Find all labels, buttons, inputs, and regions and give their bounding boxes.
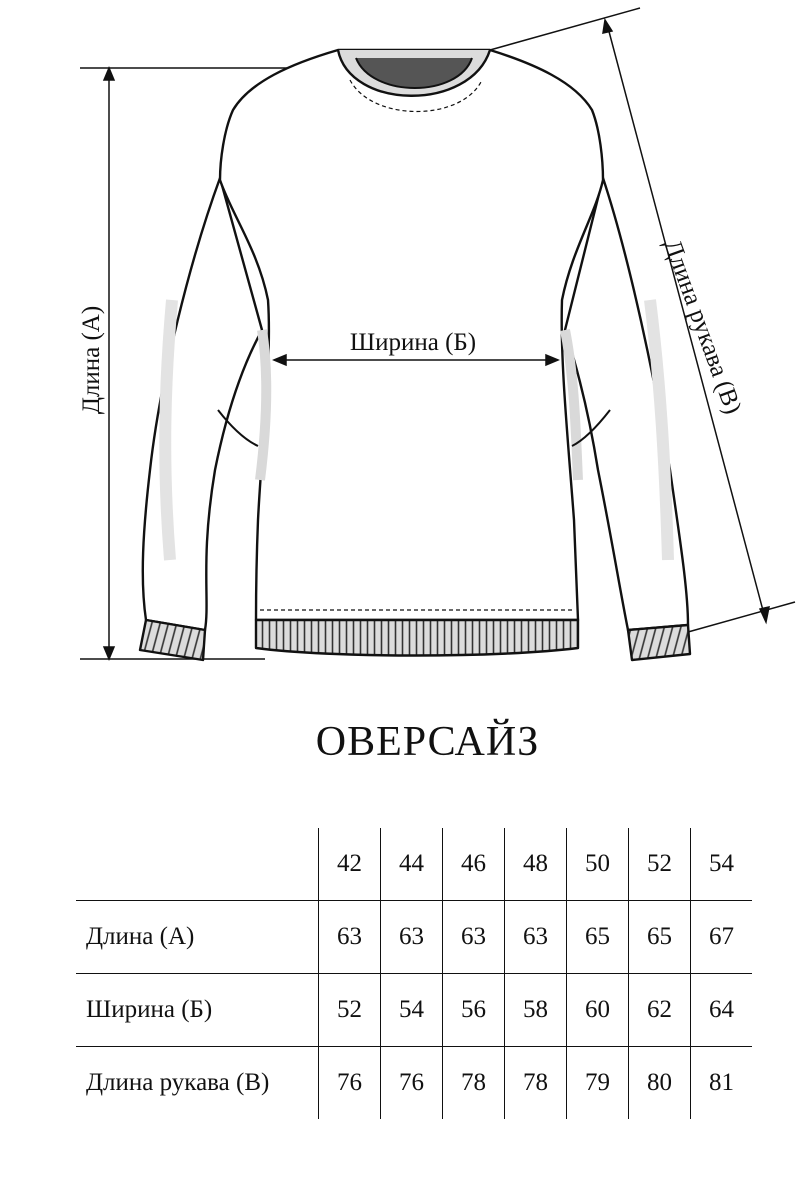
value-cell: 63 — [443, 901, 505, 974]
value-cell: 56 — [443, 974, 505, 1047]
size-cell: 54 — [691, 828, 753, 901]
size-table — [76, 828, 752, 1119]
size-cell: 46 — [443, 828, 505, 901]
value-cell: 63 — [319, 901, 381, 974]
width-label: Ширина (Б) — [346, 329, 480, 357]
header-corner-cell — [76, 828, 319, 901]
value-cell: 64 — [691, 974, 753, 1047]
size-cell: 42 — [319, 828, 381, 901]
value-cell: 67 — [691, 901, 753, 974]
row-label: Длина рукава (В) — [76, 1047, 319, 1120]
row-label: Ширина (Б) — [76, 974, 319, 1047]
table-row-length — [76, 901, 752, 974]
value-cell: 63 — [381, 901, 443, 974]
value-cell: 79 — [567, 1047, 629, 1120]
row-label: Длина (А) — [76, 901, 319, 974]
value-cell: 63 — [505, 901, 567, 974]
length-label: Длина (А) — [78, 305, 105, 415]
value-cell: 58 — [505, 974, 567, 1047]
table-row-sleeve — [76, 1047, 752, 1120]
value-cell: 78 — [505, 1047, 567, 1120]
value-cell: 76 — [381, 1047, 443, 1120]
size-cell: 50 — [567, 828, 629, 901]
value-cell: 54 — [381, 974, 443, 1047]
size-cell: 52 — [629, 828, 691, 901]
value-cell: 78 — [443, 1047, 505, 1120]
value-cell: 80 — [629, 1047, 691, 1120]
value-cell: 62 — [629, 974, 691, 1047]
fit-title: ОВЕРСАЙЗ — [315, 719, 540, 765]
value-cell: 52 — [319, 974, 381, 1047]
size-cell: 48 — [505, 828, 567, 901]
value-cell: 65 — [567, 901, 629, 974]
table-row-width — [76, 974, 752, 1047]
value-cell: 81 — [691, 1047, 753, 1120]
sleeve-length-label: Длина рукава (В) — [658, 236, 747, 418]
size-cell: 44 — [381, 828, 443, 901]
value-cell: 60 — [567, 974, 629, 1047]
value-cell: 65 — [629, 901, 691, 974]
size-header-row — [76, 828, 752, 901]
value-cell: 76 — [319, 1047, 381, 1120]
